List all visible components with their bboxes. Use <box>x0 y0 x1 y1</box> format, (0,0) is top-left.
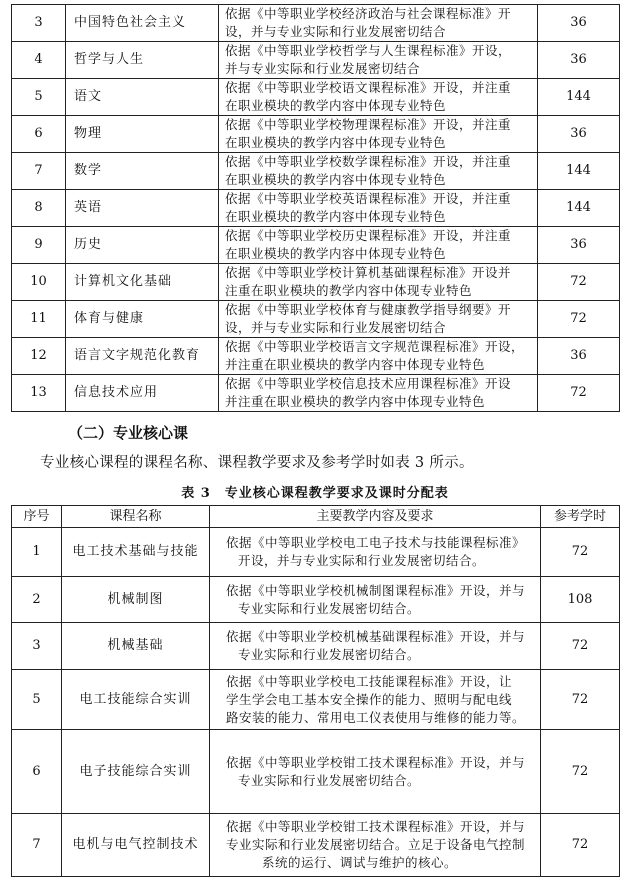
description-line: 在职业模块的教学内容中体现专业特色 <box>225 209 447 224</box>
course-hours: 144 <box>538 190 620 227</box>
table-row <box>12 528 620 577</box>
description-line: 依据《中等职业学校体育与健康教学指导纲要》开 <box>225 302 512 317</box>
description-line: 依据《中等职业学校电工技能课程标准》开设，让 <box>226 673 513 689</box>
row-number: 10 <box>12 264 66 301</box>
row-number: 3 <box>12 623 62 670</box>
course-hours: 72 <box>538 301 620 338</box>
course-name: 物理 <box>66 116 219 153</box>
table-row <box>12 116 620 153</box>
table-row <box>12 670 620 730</box>
row-number: 4 <box>12 42 66 79</box>
section-heading: （二）专业核心课 <box>68 424 189 442</box>
course-description <box>219 116 538 153</box>
row-number: 2 <box>12 577 62 623</box>
description-line: 开设，并与专业实际和行业发展密切结合。 <box>238 553 486 568</box>
course-name: 语文 <box>66 79 219 116</box>
course-hours: 72 <box>541 730 620 814</box>
description-line: 依据《中等职业学校机械基础课程标准》开设，并与 <box>226 629 526 644</box>
table-row <box>12 227 620 264</box>
description-line: 并注重在职业模块的教学内容中体现专业特色 <box>225 394 486 409</box>
course-description <box>210 814 541 877</box>
course-name: 数学 <box>66 153 219 190</box>
course-description <box>219 301 538 338</box>
description-line: 并与专业实际和行业发展密切结合 <box>225 61 421 76</box>
section-intro: 专业核心课程的课程名称、课程教学要求及参考学时如表 3 所示。 <box>40 455 474 471</box>
course-hours: 108 <box>541 577 620 623</box>
course-hours: 36 <box>538 338 620 375</box>
course-description <box>219 5 538 42</box>
course-hours: 144 <box>538 153 620 190</box>
course-hours: 72 <box>538 375 620 412</box>
table-row <box>12 42 620 79</box>
table-row <box>12 623 620 670</box>
course-name: 英语 <box>66 190 219 227</box>
table-row <box>12 577 620 623</box>
course-description <box>219 375 538 412</box>
row-number: 3 <box>12 5 66 42</box>
course-description <box>210 670 541 730</box>
table-row <box>12 338 620 375</box>
description-line: 设，并与专业实际和行业发展密切结合 <box>225 24 447 39</box>
course-name: 电子技能综合实训 <box>62 730 210 814</box>
row-number: 6 <box>12 116 66 153</box>
row-number: 12 <box>12 338 66 375</box>
course-description <box>219 264 538 301</box>
table-row <box>12 375 620 412</box>
course-description <box>219 190 538 227</box>
course-name: 哲学与人生 <box>66 42 219 79</box>
course-hours: 144 <box>538 79 620 116</box>
course-name: 电工技术基础与技能 <box>62 528 210 577</box>
course-hours: 72 <box>541 670 620 730</box>
description-line: 在职业模块的教学内容中体现专业特色 <box>225 246 447 261</box>
row-number: 1 <box>12 528 62 577</box>
course-hours: 72 <box>541 814 620 877</box>
description-line: 设，并与专业实际和行业发展密切结合 <box>225 320 447 335</box>
course-name: 历史 <box>66 227 219 264</box>
course-hours: 72 <box>541 528 620 577</box>
course-hours: 36 <box>538 42 620 79</box>
description-line: 依据《中等职业学校英语课程标准》开设，并注重 <box>225 191 512 206</box>
course-description <box>219 338 538 375</box>
course-description <box>210 577 541 623</box>
row-number: 5 <box>12 79 66 116</box>
description-line: 依据《中等职业学校哲学与人生课程标准》开设， <box>225 43 512 58</box>
description-line: 依据《中等职业学校电工电子技术与技能课程标准》 <box>226 535 526 550</box>
course-hours: 72 <box>541 623 620 670</box>
course-hours: 36 <box>538 5 620 42</box>
description-line: 依据《中等职业学校计算机基础课程标准》开设并 <box>225 265 512 280</box>
description-line: 学生学会电工基本安全操作的能力、照明与配电线 <box>226 691 513 707</box>
course-name: 机械制图 <box>62 577 210 623</box>
course-name: 中国特色社会主义 <box>66 5 219 42</box>
row-number: 8 <box>12 190 66 227</box>
row-number: 7 <box>12 153 66 190</box>
description-line: 依据《中等职业学校钳工技术课程标准》开设，并与 <box>226 754 526 770</box>
description-line: 依据《中等职业学校数学课程标准》开设，并注重 <box>225 154 512 169</box>
course-name: 体育与健康 <box>66 301 219 338</box>
description-line: 在职业模块的教学内容中体现专业特色 <box>225 172 447 187</box>
row-number: 11 <box>12 301 66 338</box>
table-row <box>12 79 620 116</box>
column-header-no: 序号 <box>12 506 62 528</box>
course-description <box>210 528 541 577</box>
description-line: 路安装的能力、常用电工仪表使用与维修的能力等。 <box>226 709 526 725</box>
course-description <box>219 153 538 190</box>
table-row <box>12 264 620 301</box>
table-caption: 表 3 专业核心课程教学要求及课时分配表 <box>181 486 449 501</box>
course-name: 计算机文化基础 <box>66 264 219 301</box>
table-row <box>12 301 620 338</box>
description-line: 依据《中等职业学校钳工技术课程标准》开设，并与 <box>226 819 526 834</box>
table-row <box>12 814 620 877</box>
description-line: 依据《中等职业学校物理课程标准》开设，并注重 <box>225 117 512 132</box>
course-description <box>210 623 541 670</box>
description-line: 并注重在职业模块的教学内容中体现专业特色 <box>225 357 486 372</box>
table-row <box>12 153 620 190</box>
column-header-hours: 参考学时 <box>541 506 620 528</box>
course-description <box>219 79 538 116</box>
course-name: 机械基础 <box>62 623 210 670</box>
description-line: 注重在职业模块的教学内容中体现专业特色 <box>225 283 473 298</box>
row-number: 13 <box>12 375 66 412</box>
course-name: 电工技能综合实训 <box>62 670 210 730</box>
description-line: 依据《中等职业学校语言文字规范课程标准》开设， <box>225 339 525 354</box>
table-row <box>12 730 620 814</box>
course-hours: 36 <box>538 116 620 153</box>
column-header-desc: 主要教学内容及要求 <box>210 506 541 528</box>
description-line: 依据《中等职业学校机械制图课程标准》开设，并与 <box>226 582 526 598</box>
row-number: 6 <box>12 730 62 814</box>
description-line: 在职业模块的教学内容中体现专业特色 <box>225 98 447 113</box>
description-line: 专业实际和行业发展密切结合。 <box>238 772 421 788</box>
table-row <box>12 190 620 227</box>
course-description <box>219 227 538 264</box>
description-line: 专业实际和行业发展密切结合。立足于设备电气控制 <box>226 837 526 852</box>
course-name: 语言文字规范化教育 <box>66 338 219 375</box>
course-hours: 36 <box>538 227 620 264</box>
description-line: 系统的运行、调试与维护的核心。 <box>262 855 458 870</box>
course-description <box>219 42 538 79</box>
column-header-name: 课程名称 <box>62 506 210 528</box>
row-number: 5 <box>12 670 62 730</box>
course-name: 信息技术应用 <box>66 375 219 412</box>
description-line: 在职业模块的教学内容中体现专业特色 <box>225 135 447 150</box>
description-line: 依据《中等职业学校历史课程标准》开设，并注重 <box>225 228 512 243</box>
row-number: 7 <box>12 814 62 877</box>
description-line: 依据《中等职业学校信息技术应用课程标准》开设 <box>225 376 512 391</box>
core-course-table <box>11 505 620 877</box>
course-hours: 72 <box>538 264 620 301</box>
description-line: 专业实际和行业发展密切结合。 <box>238 600 421 616</box>
course-name: 电机与电气控制技术 <box>62 814 210 877</box>
general-course-table <box>11 4 620 412</box>
description-line: 专业实际和行业发展密切结合。 <box>238 647 421 662</box>
course-description <box>210 730 541 814</box>
table-row <box>12 5 620 42</box>
description-line: 依据《中等职业学校语文课程标准》开设，并注重 <box>225 80 512 95</box>
description-line: 依据《中等职业学校经济政治与社会课程标准》开 <box>225 6 512 21</box>
table-header-row <box>12 506 620 528</box>
row-number: 9 <box>12 227 66 264</box>
